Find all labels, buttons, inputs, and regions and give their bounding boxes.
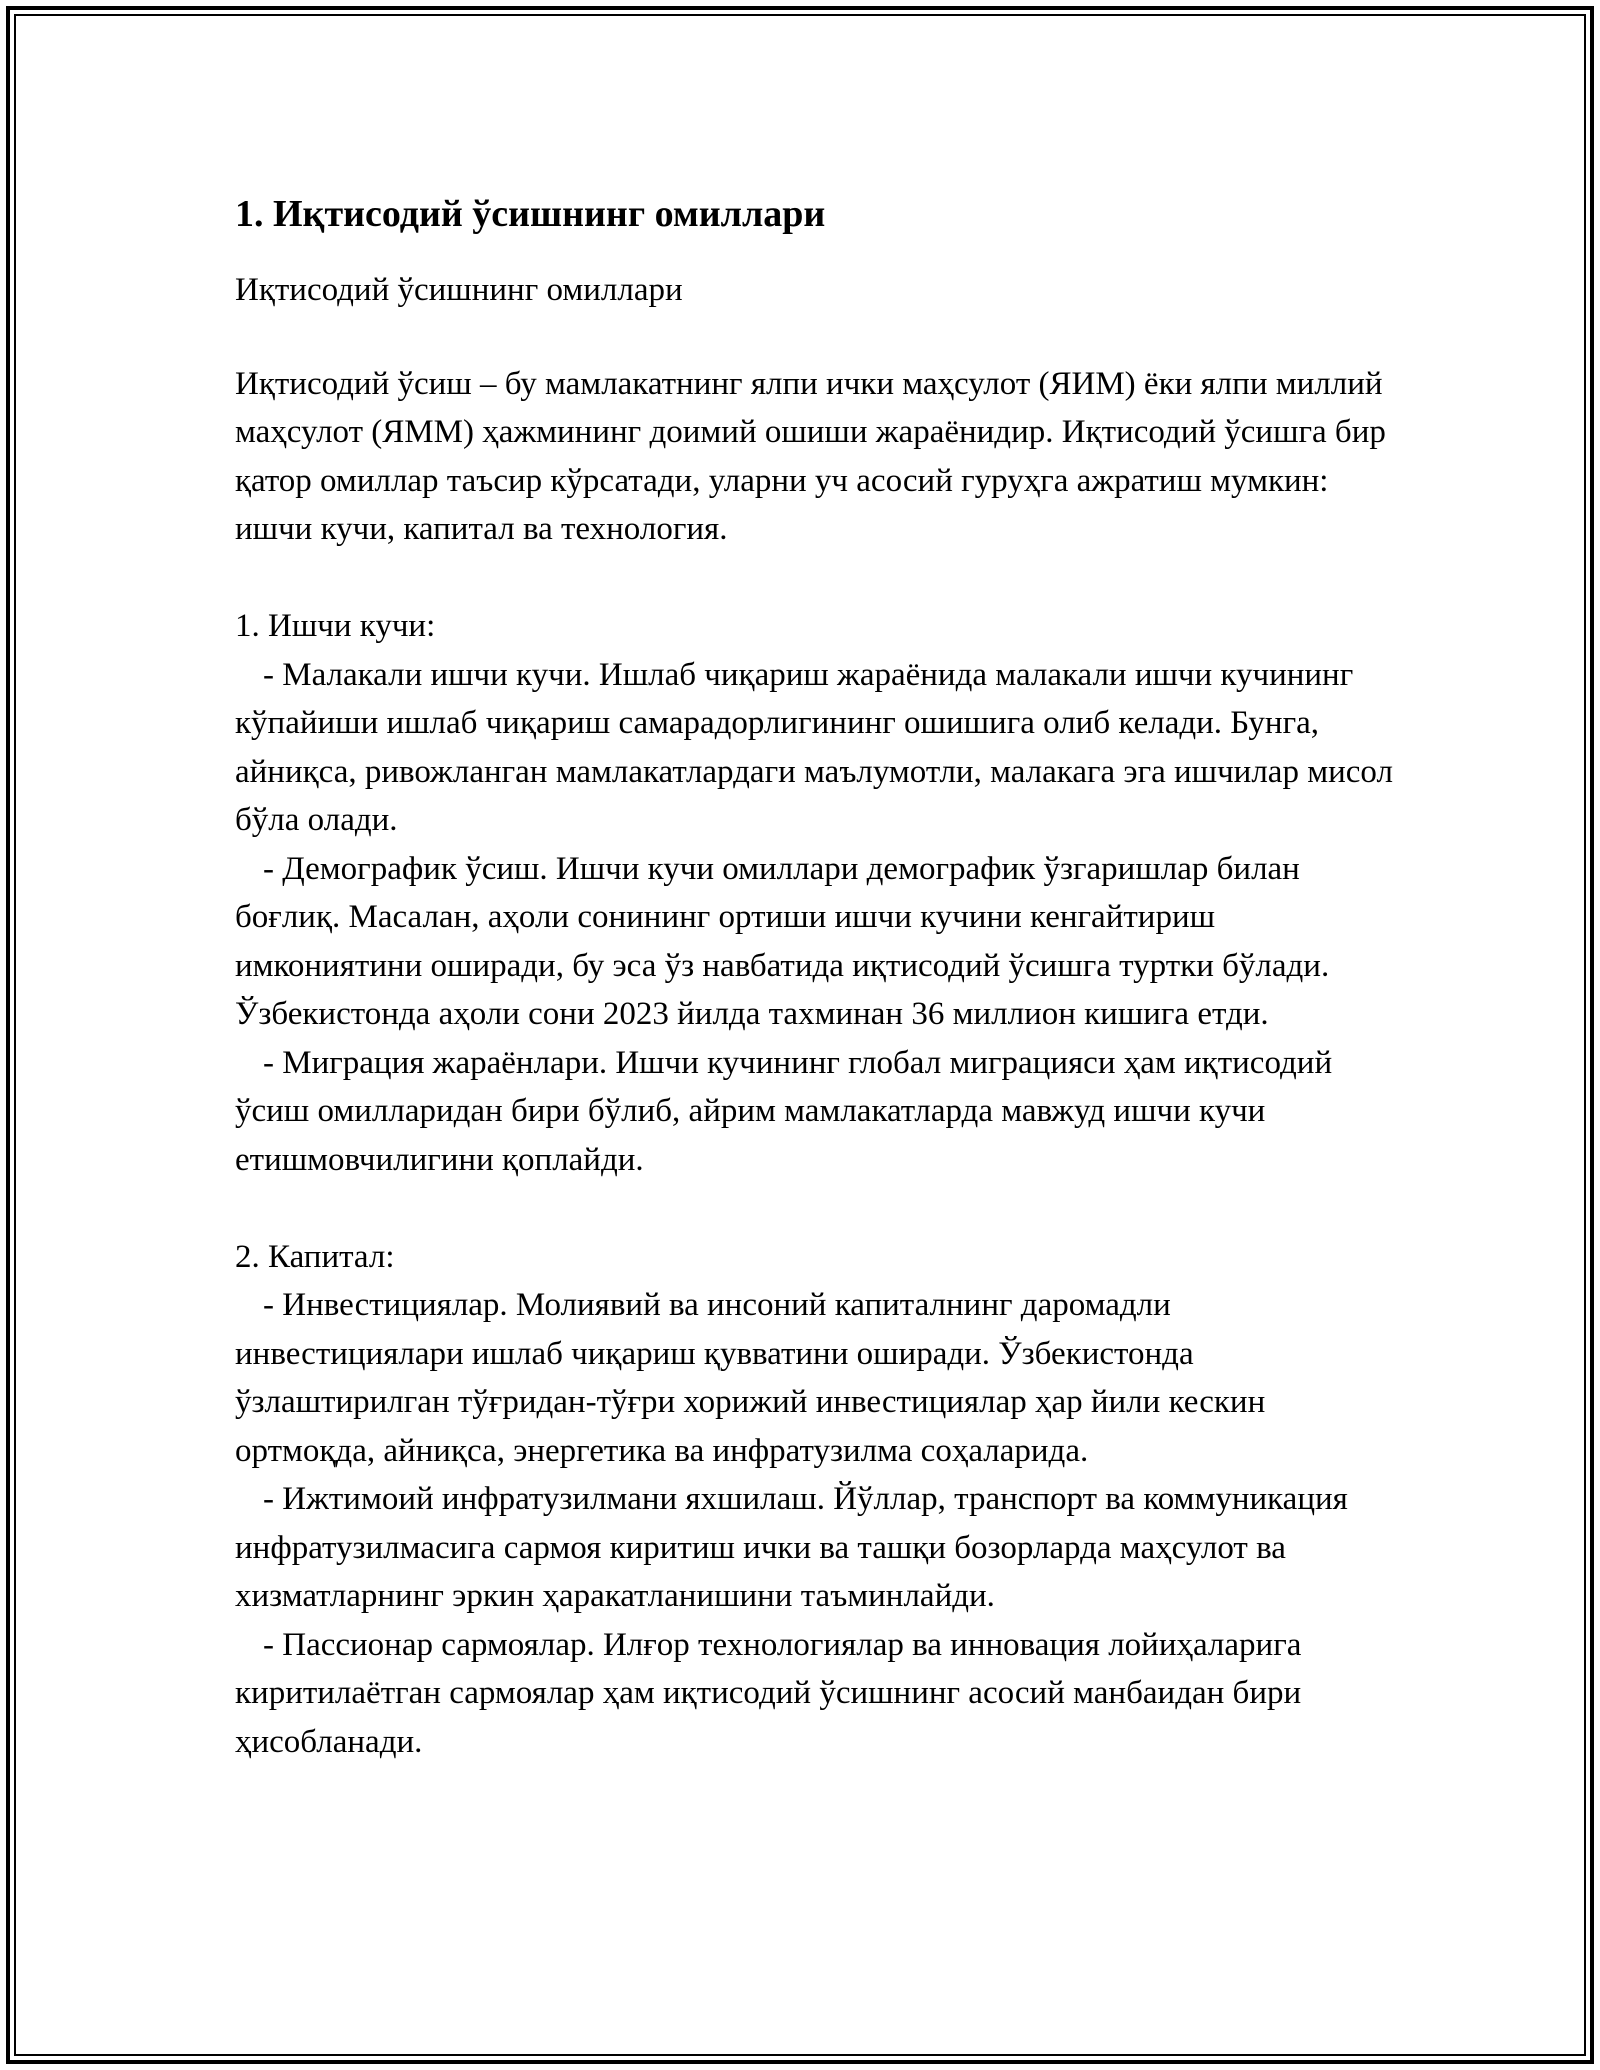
list-item: [235, 845, 1395, 1039]
section-title-capital: 2. Капитал:: [235, 1238, 395, 1275]
list-item-text: - Миграция жараёнлари. Ишчи кучининг глобал миграцияси ҳам иқтисодий ўсиш омилларидан бири бўлиб, айрим мамлакатларда мавжуд ишчи кучи етишмовчилигини қоплайди.: [235, 1044, 1333, 1178]
list-item: [235, 651, 1395, 845]
list-item-text: - Пассионар сармоялар. Илғор технологиялар ва инновация лойиҳаларига киритилаётган сармоялар ҳам иқтисодий ўсишнинг асосий манбаидан бири ҳисобланади.: [235, 1626, 1302, 1760]
intro-paragraph: Иқтисодий ўсиш – бу мамлакатнинг ялпи ички маҳсулот (ЯИМ) ёки ялпи миллий маҳсулот (ЯММ) ҳажмининг доимий ошиши жараёнидир. Иқтисодий ўсишга бир қатор омиллар таъсир кўрсатади, уларни уч асосий гуруҳга ажратиш мумкин: ишчи кучи, капитал ва технология.: [235, 365, 1386, 548]
list-item-text: - Ижтимоий инфратузилмани яхшилаш. Йўллар, транспорт ва коммуникация инфратузилмасига сармоя киритиш ички ва ташқи бозорларда маҳсулот ва хизматларнинг эркин ҳаракатланишини таъминлайди.: [235, 1481, 1348, 1615]
section-title-labor: 1. Ишчи кучи:: [235, 608, 436, 645]
list-item: [235, 1039, 1395, 1185]
paragraph-gap: [235, 554, 1395, 603]
list-item: [235, 1475, 1395, 1621]
paragraph-gap: [235, 314, 1395, 360]
list-item-text: - Малакали ишчи кучи. Ишлаб чиқариш жараёнида малакали ишчи кучининг кўпайиши ишлаб чиқариш самарадорлигининг ошишига олиб келади. Бунга, айниқса, ривожланган мамлакатлардаги маълумотли, малакага эга ишчилар мисол бўла олади.: [235, 656, 1393, 839]
document-heading: 1. Иқтисодий ўсишнинг омиллари: [235, 193, 826, 235]
document-subtitle: Иқтисодий ўсишнинг омиллари: [235, 271, 683, 308]
list-item: [235, 1621, 1395, 1767]
list-item: [235, 1281, 1395, 1475]
paragraph-gap: [235, 1184, 1395, 1233]
list-item-text: - Инвестициялар. Молиявий ва инсоний капиталнинг даромадли инвестициялари ишлаб чиқариш қувватини оширади. Ўзбекистонда ўзлаштирилган тўғридан-тўғри хорижий инвестициялар ҳар йили кескин ортмоқда, айниқса, энергетика ва инфратузилма соҳаларида.: [235, 1287, 1266, 1469]
list-item-text: - Демографик ўсиш. Ишчи кучи омиллари демографик ўзгаришлар билан боғлиқ. Масалан, аҳоли сонининг ортиши ишчи кучини кенгайтириш имкониятини оширади, бу эса ўз навбатида иқтисодий ўсишга туртки бўлади. Ўзбекистонда аҳоли сони 2023 йилда тахминан 36 миллион кишига етди.: [235, 850, 1330, 1033]
document-body: [235, 180, 1395, 1766]
